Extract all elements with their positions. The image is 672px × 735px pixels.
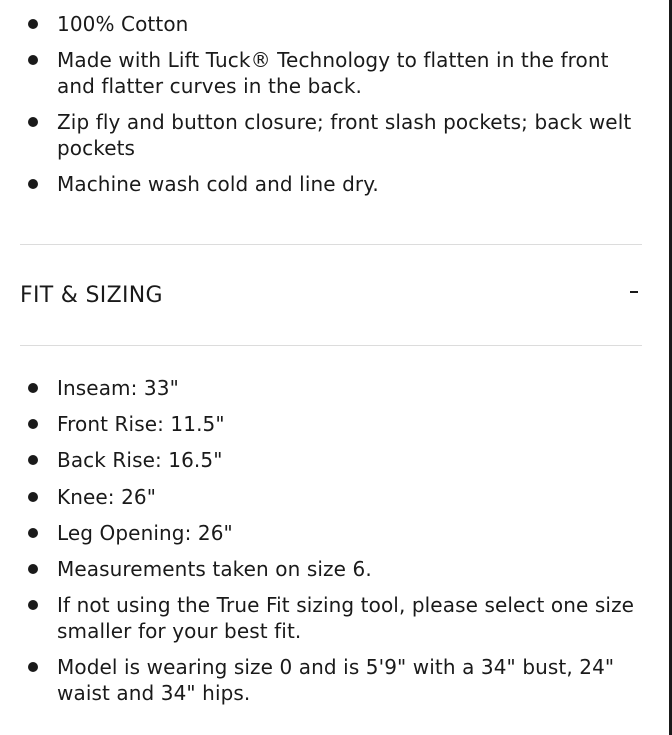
bullet-icon [28,662,38,672]
bullet-icon [28,383,38,393]
list-item-text: If not using the True Fit sizing tool, please select one size smaller for your best fit. [57,593,635,644]
bullet-icon [28,419,38,429]
section-divider [20,244,642,245]
list-item-text: Inseam: 33" [57,376,179,400]
fit-sizing-bullet-list [28,375,638,717]
list-item-text: Back Rise: 16.5" [57,448,223,473]
list-item-text: Knee: 26" [57,484,157,509]
bullet-icon [28,564,38,574]
list-item-text: Model is wearing size 0 and is 5'9" with a 34" bust, 24" waist and 34" hips. [57,655,615,706]
list-item [28,592,638,644]
list-item-text: Machine wash cold and line dry. [57,172,379,196]
list-item-text: Leg Opening: 26" [57,520,233,545]
section-divider [20,345,642,346]
list-item [28,171,638,197]
list-item [28,11,638,37]
bullet-icon [28,455,38,465]
list-item [28,375,638,401]
list-item [28,109,638,161]
list-item-text: Front Rise: 11.5" [57,412,225,437]
list-item [28,484,638,510]
list-item [28,447,638,473]
fit-sizing-accordion-header[interactable] [20,278,642,316]
bullet-icon [28,179,38,189]
details-bullet-list [28,11,638,207]
bullet-icon [28,19,38,29]
list-item-text: Made with Lift Tuck® Technology to flatten in the front and flatter curves in the back. [57,48,609,98]
section-title: FIT & SIZING [20,283,163,308]
bullet-icon [28,117,38,127]
minus-icon[interactable] [630,291,638,293]
list-item [28,47,638,99]
list-item [28,556,638,582]
list-item-text: 100% Cotton [57,12,189,36]
list-item-text: Measurements taken on size 6. [57,556,372,581]
list-item [28,520,638,546]
bullet-icon [28,600,38,610]
list-item [28,654,638,706]
list-item-text: Zip fly and button closure; front slash pockets; back welt pockets [57,110,632,160]
bullet-icon [28,528,38,538]
bullet-icon [28,492,38,502]
bullet-icon [28,55,38,65]
list-item [28,411,638,437]
